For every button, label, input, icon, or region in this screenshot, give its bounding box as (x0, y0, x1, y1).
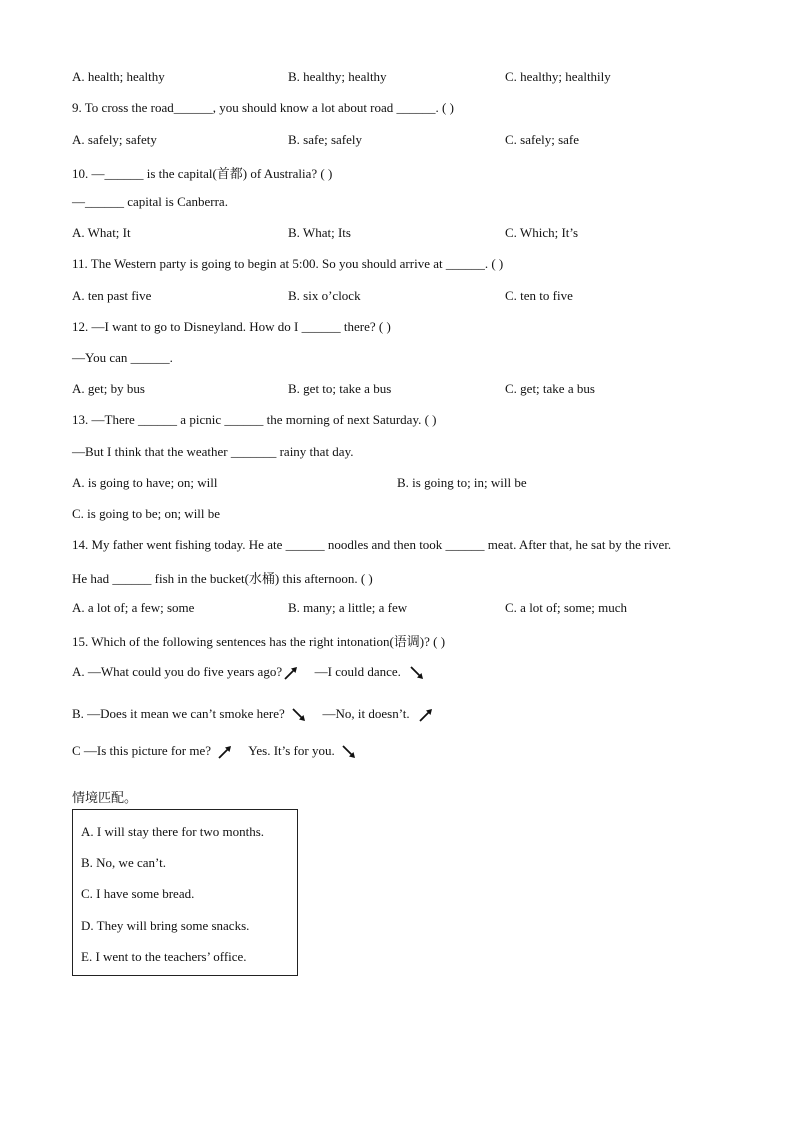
q14-option-a: A. a lot of; a few; some (72, 600, 195, 615)
q13-stem: 13. —There ______ a picnic ______ the morning of next Saturday. ( ) (72, 412, 437, 427)
q11-option-a: A. ten past five (72, 288, 152, 303)
box-item-e: E. I went to the teachers’ office. (81, 949, 247, 964)
q10-option-c: C. Which; It’s (505, 225, 579, 240)
q10-stem: 10. —______ is the capital(首都) of Australia? ( ) (72, 166, 333, 181)
q15-option-b-part1: B. —Does it mean we can’t smoke here? (72, 706, 285, 721)
q10-option-a: A. What; It (72, 225, 131, 240)
box-item-a: A. I will stay there for two months. (81, 824, 265, 839)
box-item-d: D. They will bring some snacks. (81, 918, 250, 933)
q9-stem: 9. To cross the road______, you should know a lot about road ______. ( ) (72, 100, 454, 115)
q8-option-c: C. healthy; healthily (505, 69, 611, 84)
q8-option-a: A. health; healthy (72, 69, 165, 84)
q8-option-b: B. healthy; healthy (288, 69, 387, 84)
q15-stem: 15. Which of the following sentences has the right intonation(语调)? ( ) (72, 634, 446, 649)
q14-stem: 14. My father went fishing today. He ate ______ noodles and then took ______ meat. After that, he sat by the river. (72, 537, 672, 552)
rising-arrow-icon (216, 743, 234, 761)
q15-option-c (72, 743, 358, 761)
q14-option-b: B. many; a little; a few (288, 600, 408, 615)
box-item-c: C. I have some bread. (81, 886, 195, 901)
q12-option-a: A. get; by bus (72, 381, 145, 396)
q13-option-b: B. is going to; in; will be (397, 475, 527, 490)
matching-options-box (72, 809, 298, 976)
q12-option-b: B. get to; take a bus (288, 381, 392, 396)
falling-arrow-icon (408, 664, 426, 682)
q15-option-c-part2: Yes. It’s for you. (248, 743, 335, 758)
q11-option-b: B. six o’clock (288, 288, 361, 303)
q15-option-a (72, 664, 426, 682)
q15-option-c-part1: C —Is this picture for me? (72, 743, 211, 758)
q13-line2: —But I think that the weather _______ rainy that day. (72, 444, 354, 459)
section-title: 情境匹配。 (72, 790, 138, 805)
q15-option-a-part1: A. —What could you do five years ago? (72, 664, 283, 679)
q15-option-b (72, 706, 435, 724)
q11-option-c: C. ten to five (505, 288, 573, 303)
falling-arrow-icon (340, 743, 358, 761)
rising-arrow-icon (282, 664, 300, 682)
falling-arrow-icon (290, 706, 308, 724)
q9-option-a: A. safely; safety (72, 132, 157, 147)
q11-stem: 11. The Western party is going to begin at 5:00. So you should arrive at ______. ( ) (72, 256, 504, 271)
q12-stem: 12. —I want to go to Disneyland. How do I ______ there? ( ) (72, 319, 391, 334)
q13-option-a: A. is going to have; on; will (72, 475, 218, 490)
q10-option-b: B. What; Its (288, 225, 351, 240)
rising-arrow-icon (417, 706, 435, 724)
box-item-b: B. No, we can’t. (81, 855, 166, 870)
q13-option-c: C. is going to be; on; will be (72, 506, 221, 521)
q12-option-c: C. get; take a bus (505, 381, 595, 396)
q14-option-c: C. a lot of; some; much (505, 600, 628, 615)
q14-line2: He had ______ fish in the bucket(水桶) this afternoon. ( ) (72, 571, 373, 586)
q9-option-c: C. safely; safe (505, 132, 580, 147)
q15-option-b-part2: —No, it doesn’t. (322, 706, 410, 721)
q10-line2: —______ capital is Canberra. (72, 194, 228, 209)
q15-option-a-part2: —I could dance. (314, 664, 401, 679)
q12-line2: —You can ______. (72, 350, 173, 365)
q9-option-b: B. safe; safely (288, 132, 363, 147)
